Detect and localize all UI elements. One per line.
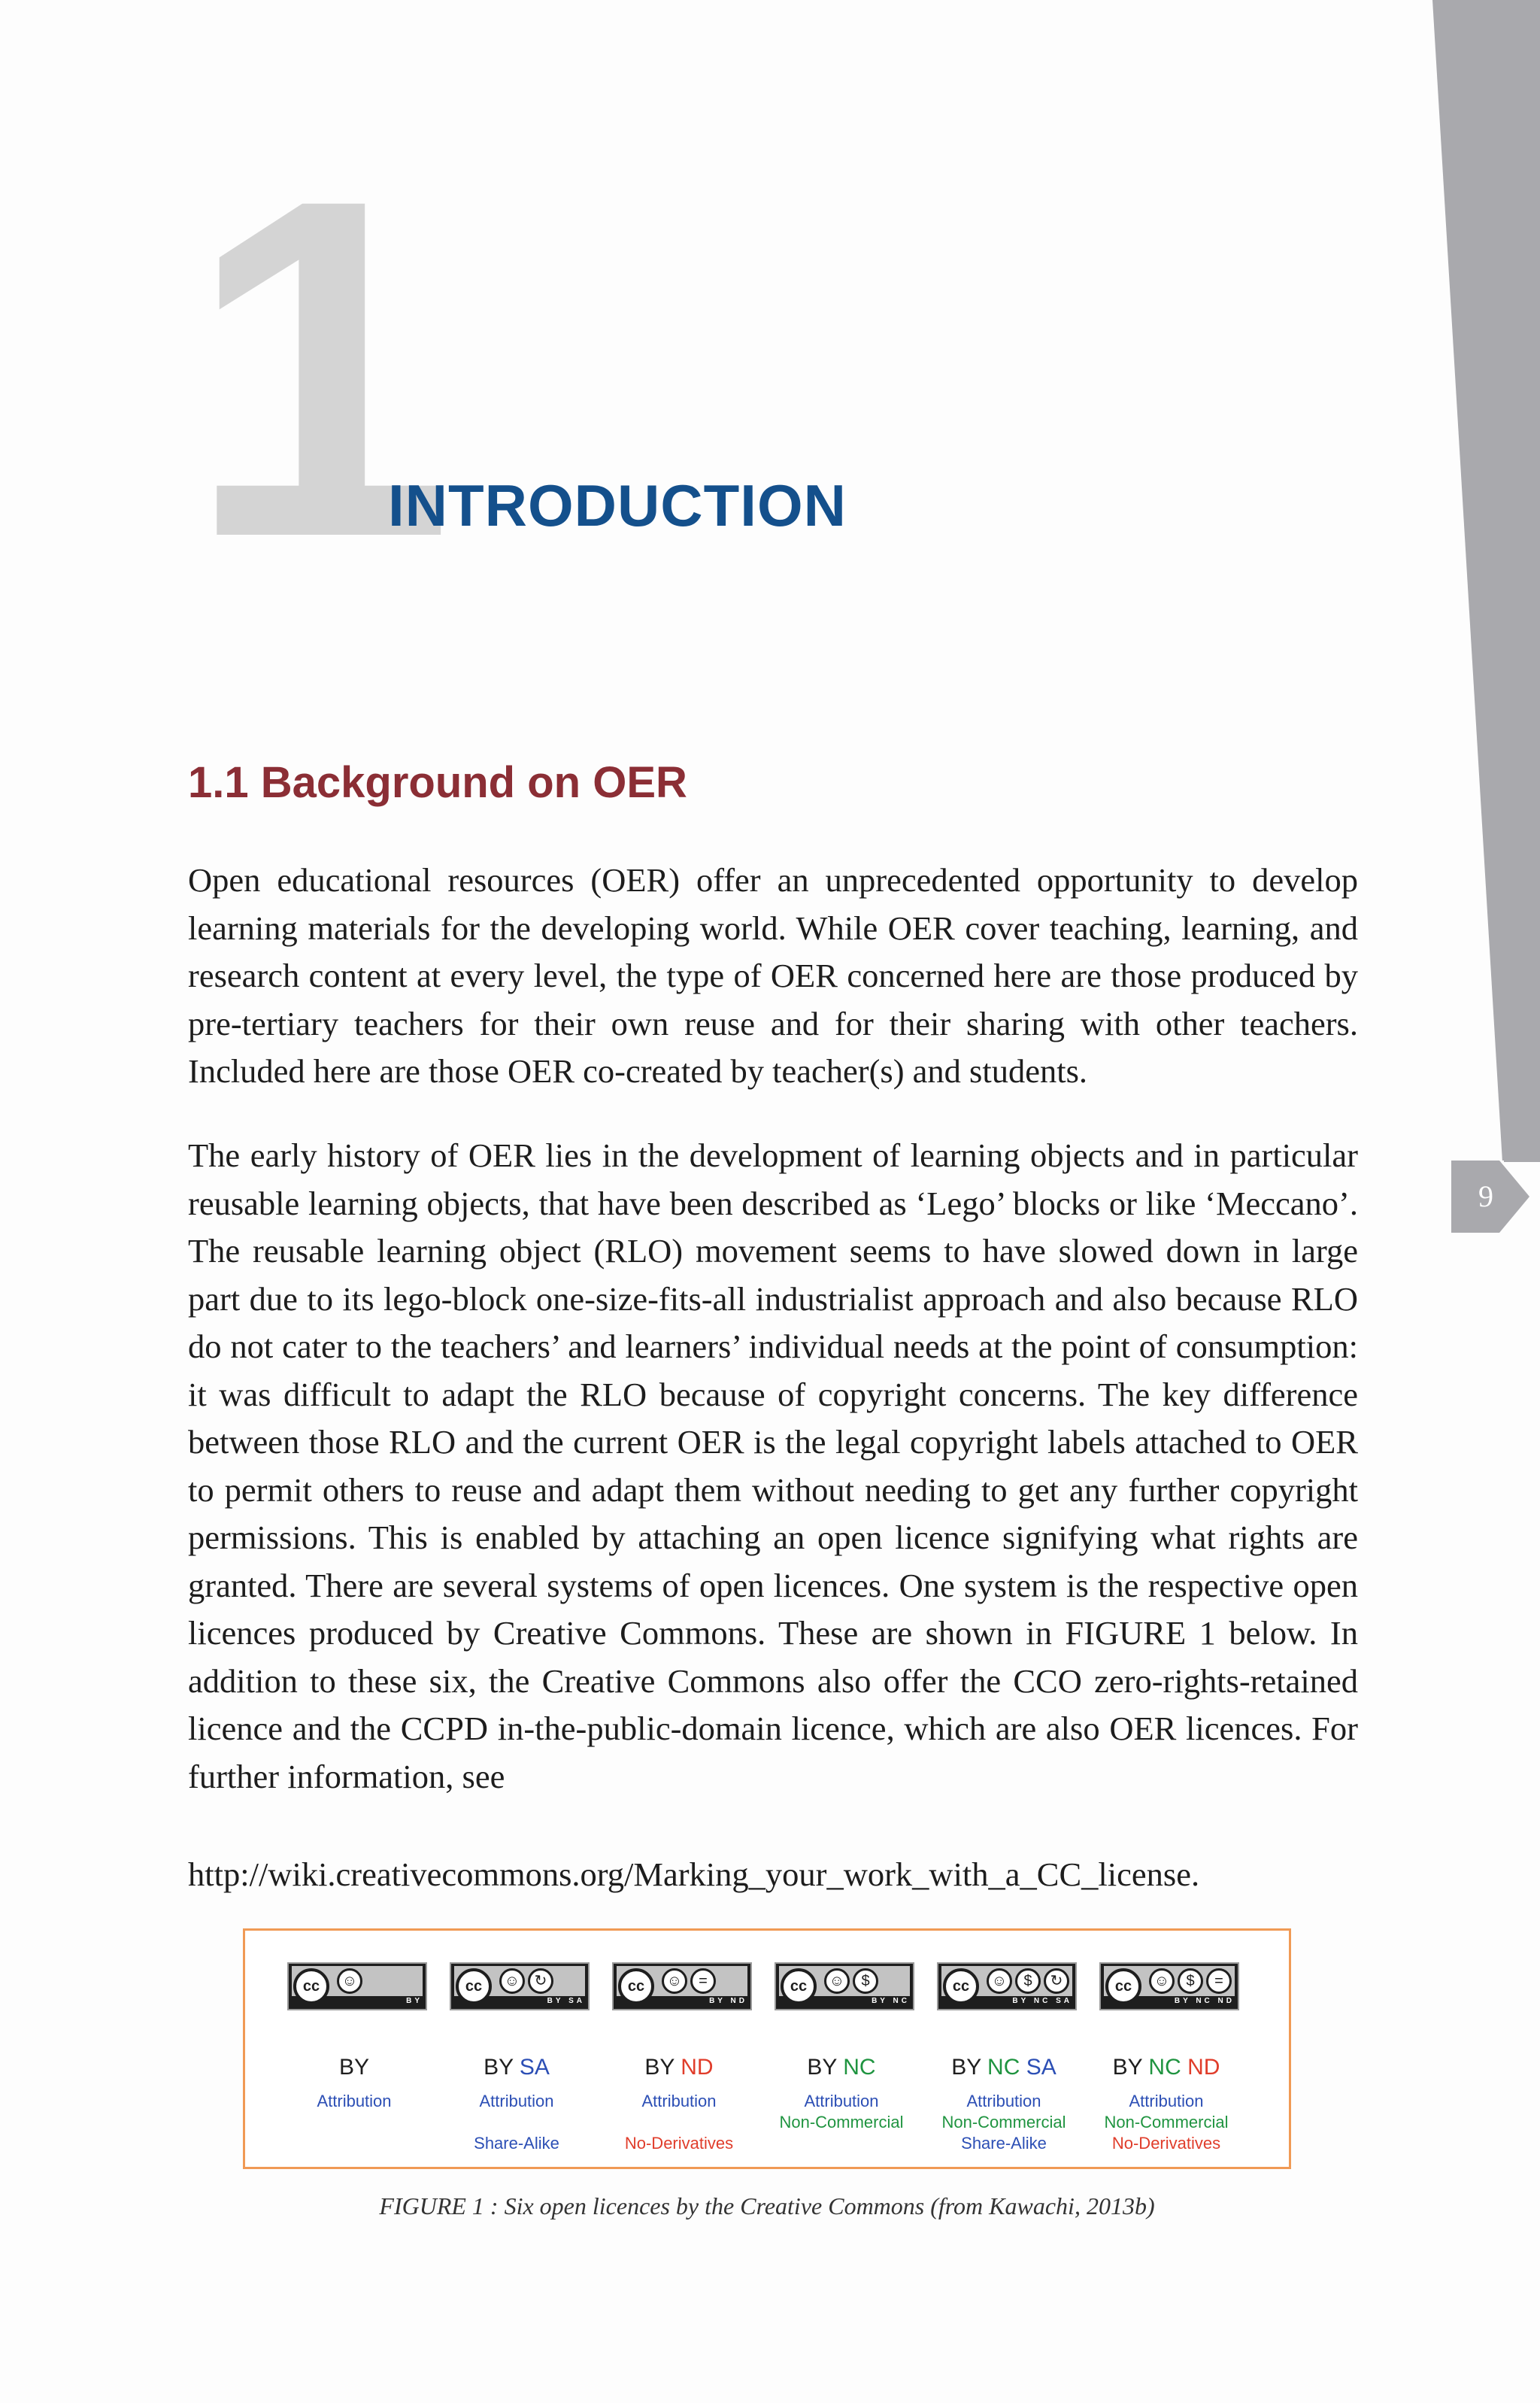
non-commercial-icon: $ (853, 1968, 878, 1994)
attribution-icon: ☺ (337, 1968, 362, 1994)
share-alike-icon: ↻ (528, 1968, 553, 1994)
cc-licence-badge (450, 1962, 590, 2010)
licence-description: Attribution (966, 2092, 1041, 2110)
licence-name: BY (338, 2055, 370, 2080)
licence-column (762, 1931, 920, 2171)
no-derivatives-icon: = (690, 1968, 716, 1994)
badge-code: BY NC ND (1174, 1997, 1235, 2005)
reference-url[interactable]: http://wiki.creativecommons.org/Marking_your_work_with_a_CC_license. (188, 1855, 1200, 1893)
attribution-icon: ☺ (499, 1968, 525, 1994)
attribution-icon: ☺ (824, 1968, 850, 1994)
cc-logo-icon: cc (1105, 1968, 1141, 2004)
cc-licence-badge (775, 1962, 914, 2010)
licence-description: Attribution (1129, 2092, 1204, 2110)
licence-name: BY NC ND (1112, 2055, 1220, 2080)
licence-description: No-Derivatives (1111, 2134, 1221, 2153)
licence-description: No-Derivatives (624, 2134, 734, 2153)
licence-column (925, 1931, 1083, 2171)
licence-description: Attribution (317, 2092, 392, 2110)
section-title: 1.1 Background on OER (188, 758, 687, 807)
licence-description: Non-Commercial (941, 2113, 1066, 2131)
licence-name: BY ND (644, 2055, 714, 2080)
attribution-icon: ☺ (1149, 1968, 1175, 1994)
no-derivatives-icon: = (1206, 1968, 1232, 1994)
licence-figure (243, 1928, 1291, 2169)
licence-description: Attribution (479, 2092, 554, 2110)
licence-description: Share-Alike (961, 2134, 1047, 2153)
figure-caption: FIGURE 1 : Six open licences by the Creative Commons (from Kawachi, 2013b) (379, 2192, 1155, 2219)
licence-column (600, 1931, 758, 2171)
licence-description: Non-Commercial (1104, 2113, 1229, 2131)
licence-description: Share-Alike (474, 2134, 559, 2153)
chapter-title: INTRODUCTION (388, 472, 847, 539)
badge-code: BY SA (547, 1997, 585, 2005)
share-alike-icon: ↻ (1044, 1968, 1069, 1994)
licence-column (438, 1931, 596, 2171)
badge-code: BY ND (709, 1997, 747, 2005)
cc-logo-icon: cc (943, 1968, 979, 2004)
cc-licence-badge (937, 1962, 1077, 2010)
page-number: 9 (1478, 1179, 1493, 1213)
licence-name: BY NC SA (951, 2055, 1056, 2080)
badge-code: BY (406, 1997, 423, 2005)
badge-code: BY NC SA (1012, 1997, 1072, 2005)
licence-name: BY NC (807, 2055, 876, 2080)
licence-column (1087, 1931, 1245, 2171)
licence-name: BY SA (484, 2055, 550, 2080)
chapter-number: 1 (186, 99, 439, 637)
cc-logo-icon: cc (456, 1968, 492, 2004)
cc-logo-icon: cc (618, 1968, 654, 2004)
licence-description: Attribution (641, 2092, 717, 2110)
licence-description: Attribution (804, 2092, 879, 2110)
cc-licence-badge (612, 1962, 752, 2010)
body-paragraph: Open educational resources (OER) offer an unprecedented opportunity to develop learning materials for the developing world. While OER cover teaching, learning, and research content at every level, the type of OER concerned here are those produced by pre-tertiary teachers for their own reuse and for their sharing with other teachers. Included here are those OER co-created by teacher(s) and students. (188, 861, 1358, 1090)
cc-licence-badge (287, 1962, 427, 2010)
non-commercial-icon: $ (1178, 1968, 1203, 1994)
cc-logo-icon: cc (293, 1968, 329, 2004)
attribution-icon: ☺ (662, 1968, 687, 1994)
non-commercial-icon: $ (1015, 1968, 1041, 1994)
licence-description: Non-Commercial (779, 2113, 904, 2131)
cc-logo-icon: cc (781, 1968, 817, 2004)
licence-column (275, 1931, 433, 2171)
cc-licence-badge (1099, 1962, 1239, 2010)
body-paragraph: The early history of OER lies in the development of learning objects and in particular reusable learning objects, that have been described as ‘Lego’ blocks or like ‘Meccano’. The reusable learning object (RLO) movement seems to have slowed down in large part due to its lego-block one-size-fits-all industrialist approach and also because RLO do not cater to the teachers’ and learners’ individual needs at the point of consumption: it was difficult to adapt the RLO because of copyright concerns. The key difference between those RLO and the current OER is the legal copyright labels attached to OER to permit others to reuse and adapt them without needing to get any further copyright permissions. This is enabled by attaching an open licence signifying what rights are granted. There are several systems of open licences. One system is the respective open licences produced by Creative Commons. These are shown in FIGURE 1 below. In addition to these six, the Creative Commons also offer the CCO zero-rights-retained licence and the CCPD in-the-public-domain licence, which are also OER licences. For further information, see (188, 1136, 1358, 1795)
badge-code: BY NC (872, 1997, 910, 2005)
attribution-icon: ☺ (987, 1968, 1012, 1994)
